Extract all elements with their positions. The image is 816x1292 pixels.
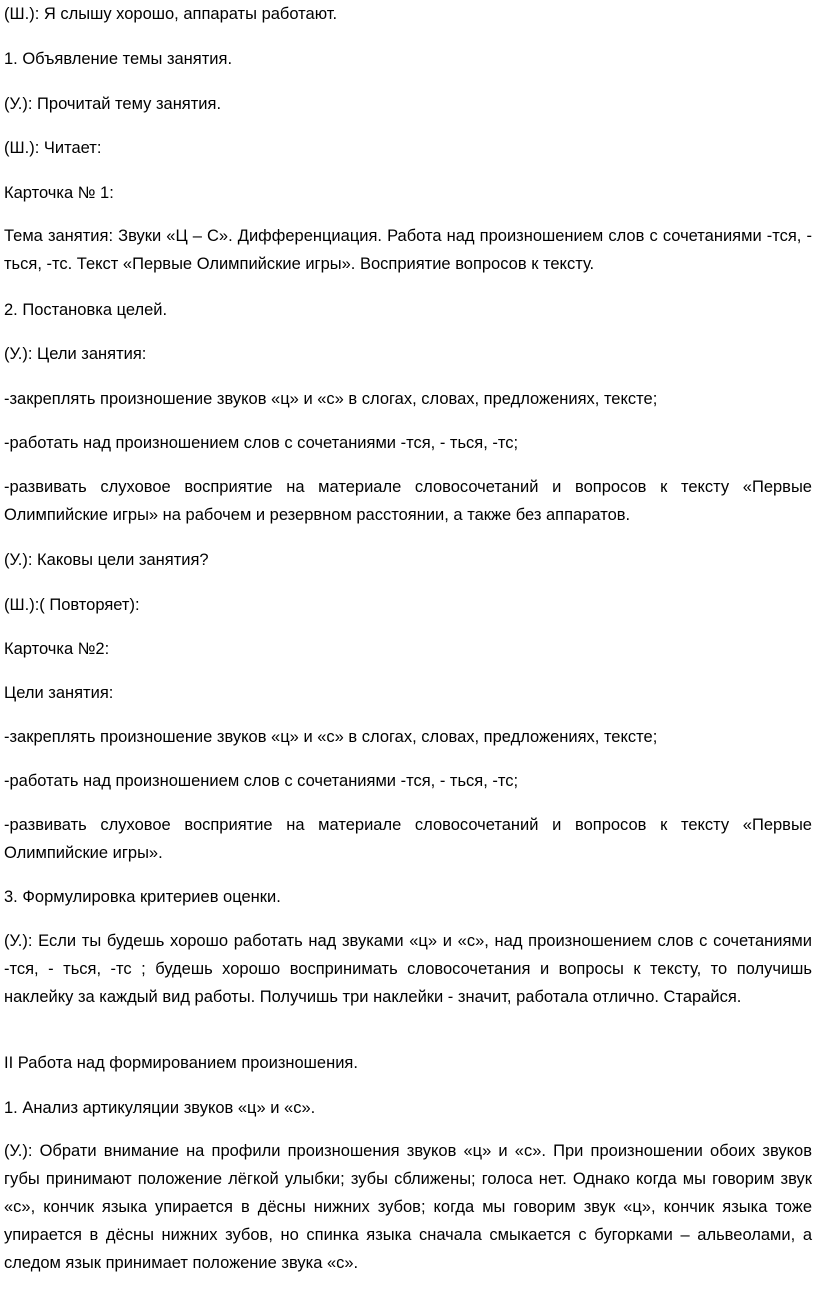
heading-pronunciation-work: II Работа над формированием произношения.	[4, 1054, 358, 1072]
heading-goal-setting: 2. Постановка целей.	[4, 301, 168, 319]
paragraph-lesson-topic: Тема занятия: Звуки «Ц – С». Дифференциация. Работа над произношением слов с сочетаниями -тся, - ться, -тс. Текст «Первые Олимпийские игры». Восприятие вопросов к тексту.	[4, 227, 812, 273]
paragraph-student-repeats: (Ш.):( Повторяет):	[4, 596, 140, 614]
paragraph-criteria-text: (У.): Если ты будешь хорошо работать над звуками «ц» и «с», над произношением слов с сочетаниями -тся, - ться, -тс ; будешь хорошо воспринимать словосочетания и вопросы к тексту, то получишь наклейку за каждый вид работы. Получишь три наклейки - значит, работала отлично. Старайся.	[4, 932, 812, 1006]
label-card-2: Карточка №2:	[4, 640, 110, 658]
goal-item-1: -закреплять произношение звуков «ц» и «с» в слогах, словах, предложениях, тексте;	[4, 390, 658, 408]
goal-item-2: -работать над произношением слов с сочетаниями -тся, - ться, -тс;	[4, 434, 519, 452]
goal-item-3: -развивать слуховое восприятие на материале словосочетаний и вопросов к тексту «Первые Олимпийские игры» на рабочем и резервном расстоянии, а также без аппаратов.	[4, 478, 812, 524]
heading-assessment-criteria: 3. Формулировка критериев оценки.	[4, 888, 281, 906]
card2-goal-item-3: -развивать слуховое восприятие на материале словосочетаний и вопросов к тексту «Первые Олимпийские игры».	[4, 816, 812, 862]
label-goals: Цели занятия:	[4, 684, 114, 702]
card2-goal-item-1: -закреплять произношение звуков «ц» и «с» в слогах, словах, предложениях, тексте;	[4, 728, 658, 746]
paragraph-teacher-ask-goals: (У.): Каковы цели занятия?	[4, 551, 209, 569]
paragraph-student-reads: (Ш.): Читает:	[4, 139, 102, 157]
heading-topic-announcement: 1. Объявление темы занятия.	[4, 50, 233, 68]
paragraph-teacher-goals: (У.): Цели занятия:	[4, 345, 147, 363]
paragraph-teacher-read-topic: (У.): Прочитай тему занятия.	[4, 95, 222, 113]
paragraph-articulation-text: (У.): Обрати внимание на профили произношения звуков «ц» и «с». При произношении обоих звуков губы принимают положение лёгкой улыбки; зубы сближены; голоса нет. Однако когда мы говорим звук «с», кончик языка упирается в дёсны нижних зубов; когда мы говорим звук «ц», кончик языка тоже упирается в дёсны нижних зубов, но спинка языка сначала смыкается с бугорками – альвеолами, а следом язык принимает положение звука «с».	[4, 1142, 812, 1272]
label-card-1: Карточка № 1:	[4, 184, 114, 202]
card2-goal-item-2: -работать над произношением слов с сочетаниями -тся, - ться, -тс;	[4, 772, 519, 790]
heading-articulation-analysis: 1. Анализ артикуляции звуков «ц» и «с».	[4, 1099, 316, 1117]
paragraph-student-hears: (Ш.): Я слышу хорошо, аппараты работают.	[4, 5, 338, 23]
